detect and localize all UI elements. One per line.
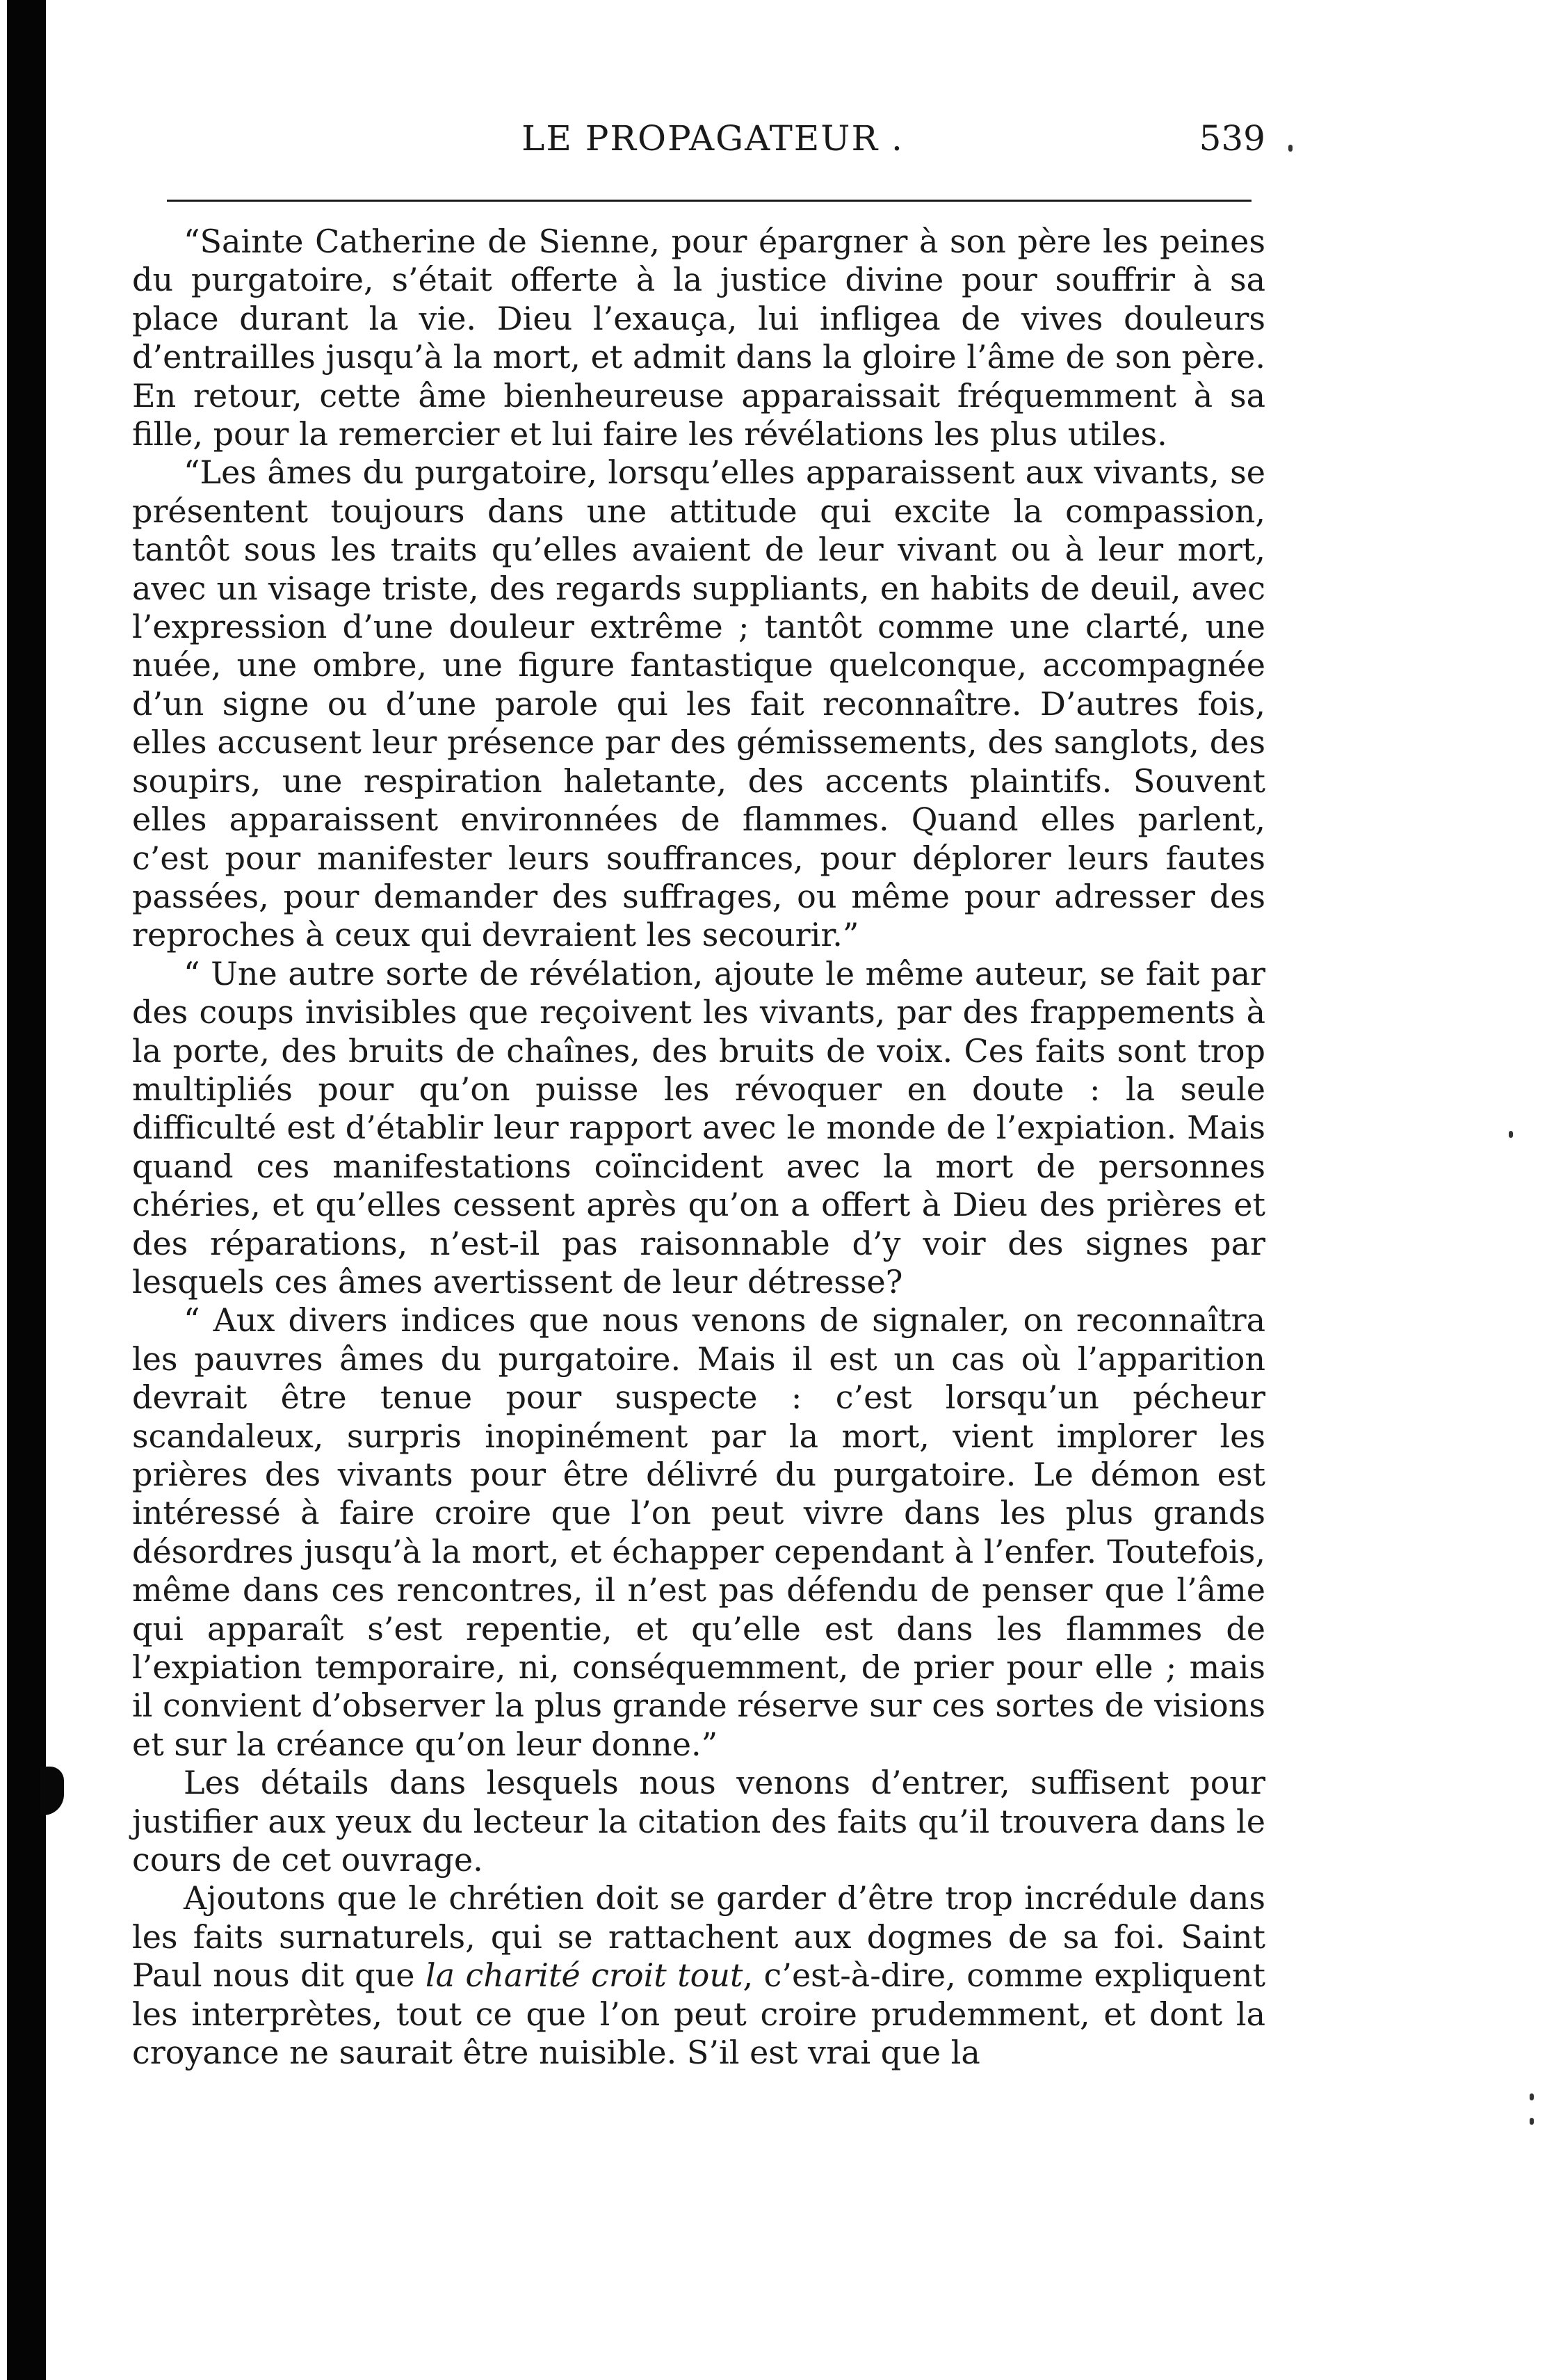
running-title: LE PROPAGATEUR . — [521, 118, 904, 159]
header-rule — [167, 200, 1252, 202]
paragraph: “Sainte Catherine de Sienne, pour épargner à son père les peines du purgatoire, s’était offerte à la justice divine pour souffrir à sa place durant la vie. Dieu l’exauça, lui infligea de vives douleurs d’entrailles jusqu’à la mort, et admit dans la gloire l’âme de son père. En retour, cette âme bienheureuse apparaissait fréquemment à sa fille, pour la remercier et lui faire les révélations les plus utiles. — [132, 223, 1265, 453]
page-header — [160, 118, 1265, 174]
body-text — [132, 223, 1265, 2073]
paragraph-text: Ajoutons que le chrétien doit se garder d’être trop incrédule dans les faits surnaturels, qui se rattachent aux dogmes de sa foi. Saint Paul nous dit que — [132, 1879, 1265, 1995]
stray-mark — [1530, 2118, 1534, 2125]
paragraph: “Les âmes du purgatoire, lorsqu’elles apparaissent aux vivants, se présentent toujours dans une attitude qui excite la compassion, tantôt sous les traits qu’elles avaient de leur vivant ou à leur mort, avec un visage triste, des regards suppliants, en habits de deuil, avec l’expression d’une douleur extrême ; tantôt comme une clarté, une nuée, une ombre, une figure fantastique quelconque, accompagnée d’un signe ou d’une parole qui les fait reconnaître. D’autres fois, elles accusent leur présence par des gémissements, des sanglots, des soupirs, une respiration haletante, des accents plaintifs. Souvent elles apparaissent environnées de flammes. Quand elles parlent, c’est pour manifester leurs souffrances, pour déplorer leurs fautes passées, pour demander des suffrages, ou même pour adresser des reproches à ceux qui devraient les secourir.” — [132, 453, 1265, 954]
stray-mark — [1530, 2093, 1534, 2100]
page-binding-edge — [7, 0, 46, 2380]
stray-mark — [1288, 145, 1293, 152]
page-number: 539 — [1199, 118, 1265, 159]
stray-mark — [1509, 1131, 1513, 1138]
page-binding-notch — [40, 1767, 64, 1815]
paragraph: “ Une autre sorte de révélation, ajoute le même auteur, se fait par des coups invisibles que reçoivent les vivants, par des frappements à la porte, des bruits de chaînes, des bruits de voix. Ces faits sont trop multipliés pour qu’on puisse les révoquer en doute : la seule difficulté est d’établir leur rapport avec le monde de l’expiation. Mais quand ces manifestations coïncident avec la mort de personnes chéries, et qu’elles cessent après qu’on a offert à Dieu des prières et des réparations, n’est-il pas raisonnable d’y voir des signes par lesquels ces âmes avertissent de leur détresse? — [132, 954, 1265, 1301]
paragraph: “ Aux divers indices que nous venons de signaler, on reconnaîtra les pauvres âmes du purgatoire. Mais il est un cas où l’apparition devrait être tenue pour suspecte : c’est lorsqu’un pécheur scandaleux, surpris inopinément par la mort, vient implorer les prières des vivants pour être délivré du purgatoire. Le démon est intéressé à faire croire que l’on peut vivre dans les plus grands désordres jusqu’à la mort, et échapper cependant à l’enfer. Toutefois, même dans ces rencontres, il n’est pas défendu de penser que l’âme qui apparaît s’est repentie, et qu’elle est dans les flammes de l’expiation temporaire, ni, conséquemment, de prier pour elle ; mais il convient d’observer la plus grande réserve sur ces sortes de visions et sur la créance qu’on leur donne.” — [132, 1301, 1265, 1763]
paragraph — [132, 1879, 1265, 2072]
paragraph-text: , c’est-à-dire, comme expliquent les interprètes, tout ce que l’on peut croire prudemment, et dont la croyance ne saurait être nuisible. S’il est vrai que la — [132, 1956, 1265, 2072]
paragraph: Les détails dans lesquels nous venons d’entrer, suffisent pour justifier aux yeux du lecteur la citation des faits qu’il trouvera dans le cours de cet ouvrage. — [132, 1764, 1265, 1879]
emphasis-quote: la charité croit tout — [425, 1956, 743, 1995]
